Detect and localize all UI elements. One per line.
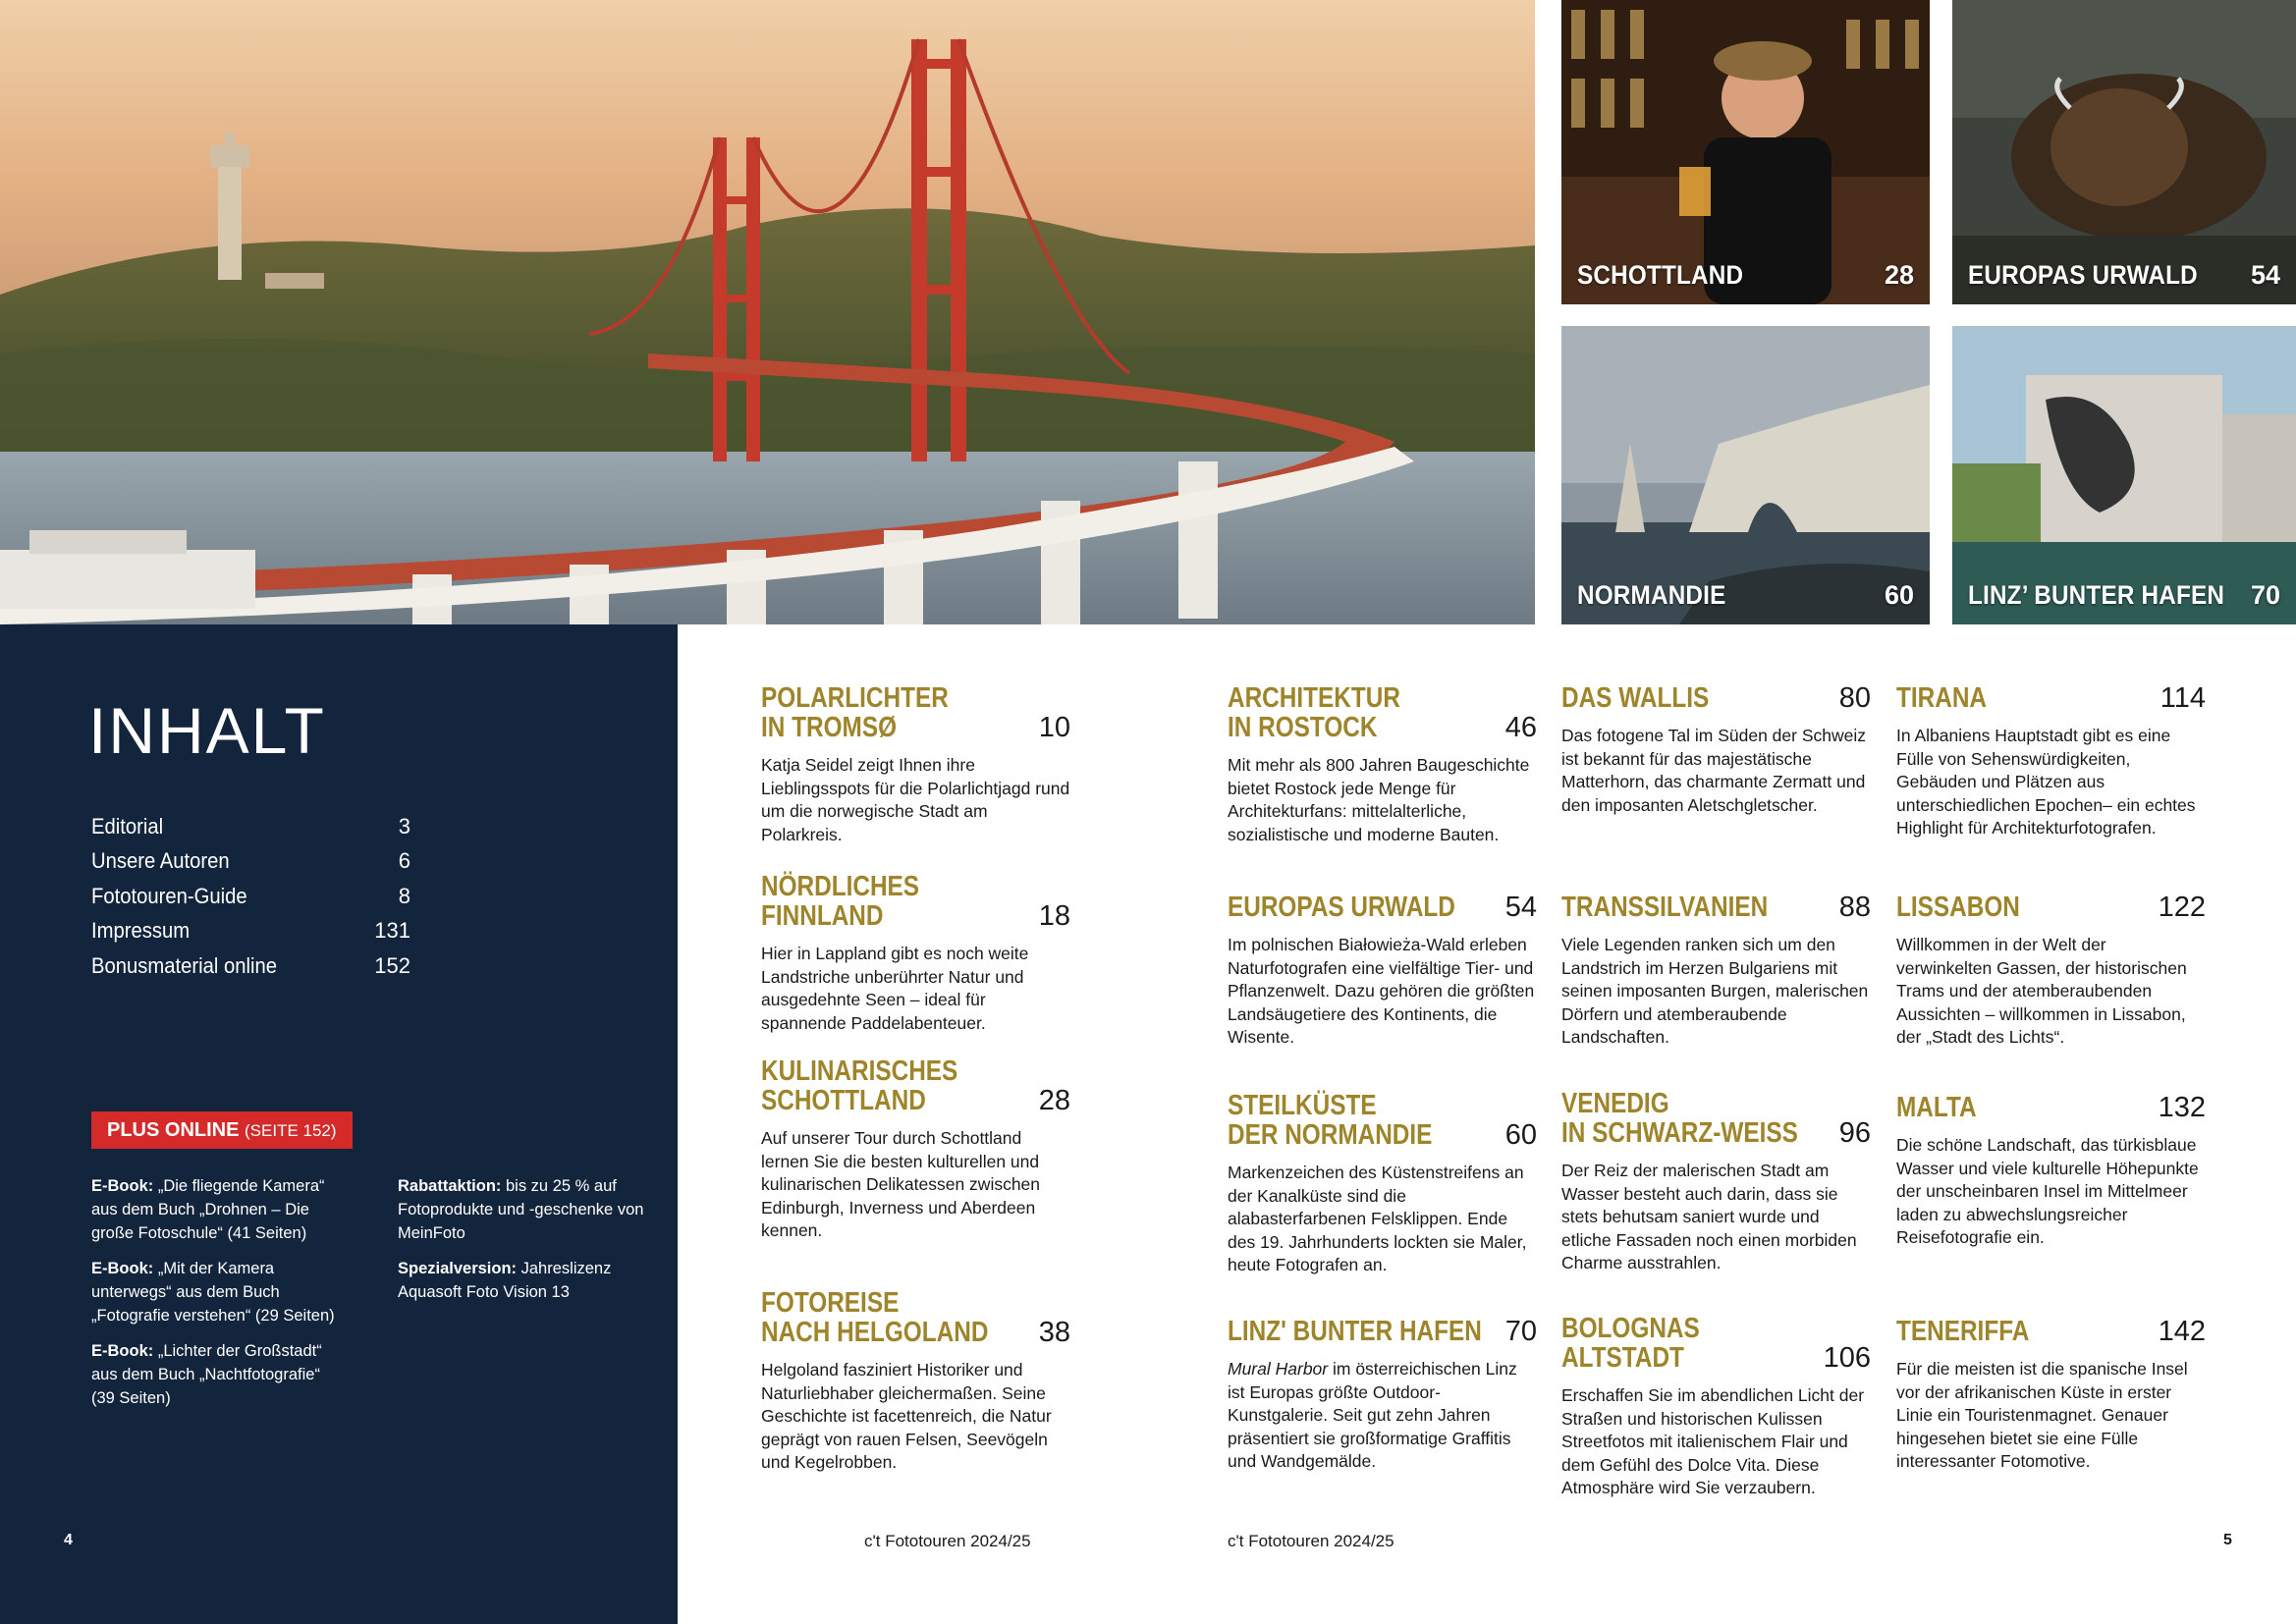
article-page: 38 (1038, 1317, 1070, 1348)
article-teneriffa[interactable] (1896, 1317, 2206, 1474)
footer-magazine-right: c't Fototouren 2024/25 (1228, 1532, 1394, 1550)
article-teaser: In Albaniens Hauptstadt gibt es eine Fülle von Sehenswürdigkeiten, Gebäuden und Plätzen aus unterschiedlichen Epochen– ein echtes Highlight für Architekturfotografen. (1896, 726, 2196, 839)
thumbnail-normandie[interactable] (1561, 326, 1930, 624)
article-teaser: Das fotogene Tal im Süden der Schweiz ist bekannt für das majestätische Matterhorn, das charmante Zermatt und den imposanten Aletschgletscher. (1561, 726, 1866, 815)
thumbnail-title: LINZ’ BUNTER HAFEN (1968, 580, 2225, 610)
thumbnail-page: 70 (2250, 580, 2280, 610)
page-number-left: 4 (64, 1532, 73, 1548)
article-page: 10 (1038, 712, 1070, 743)
article-bologna[interactable] (1561, 1314, 1871, 1500)
article-venedig[interactable] (1561, 1089, 1871, 1275)
article-teaser: Helgoland fasziniert Historiker und Naturliebhaber gleichermaßen. Seine Geschichte ist facettenreich, die Natur geprägt von rauen Felsen, Seevögeln und Kegelrobben. (761, 1360, 1052, 1473)
article-page: 70 (1504, 1316, 1537, 1347)
article-schottland[interactable] (761, 1056, 1070, 1243)
article-urwald[interactable] (1228, 893, 1537, 1050)
article-teaser: Auf unserer Tour durch Schottland lernen Sie die besten kulturellen und kulinarischen Delikatessen zwischen Edinburgh, Inverness und Aberdeen kennen. (761, 1128, 1041, 1241)
article-teaser: Erschaffen Sie im abendlichen Licht der Straßen und historischen Kulissen Streetfotos mit italienischem Flair und dem Gefühl des Dolce Vita. Diese Atmosphäre wird Sie verzaubern. (1561, 1385, 1865, 1498)
thumbnail-europas-urwald[interactable] (1952, 0, 2296, 304)
article-page: 114 (2159, 682, 2206, 714)
article-title: LISSABON 122 (1896, 892, 2206, 923)
toc-item-autoren[interactable] (91, 843, 410, 878)
toc-label: Unsere Autoren (91, 848, 230, 874)
article-malta[interactable] (1896, 1093, 2206, 1250)
toc-label: Bonusmaterial online (91, 952, 278, 978)
hero-illustration (0, 0, 1535, 624)
article-rostock[interactable] (1228, 683, 1537, 846)
toc-list (91, 809, 410, 983)
article-title: STEILKÜSTE DER NORMANDIE 60 (1228, 1090, 1537, 1151)
article-page: 96 (1838, 1117, 1871, 1149)
article-teaser: Markenzeichen des Küstenstreifens an der Kanalküste sind die alabasterfarbenen Felsklippen. Ende des 19. Jahrhunderts lockten sie Maler, heute Fotografen an. (1228, 1163, 1527, 1275)
article-wallis[interactable] (1561, 683, 1871, 817)
bonus-item: E-Book: „Lichter der Großstadt“ aus dem Buch „Nachtfotografie“ (39 Seiten) (91, 1342, 322, 1407)
hero-photo-bridge (0, 0, 1535, 624)
plus-online-badge (91, 1111, 353, 1149)
page-number-right: 5 (2223, 1532, 2232, 1548)
article-page: 60 (1504, 1119, 1537, 1151)
article-page: 106 (1823, 1342, 1871, 1374)
toc-label: Impressum (91, 918, 191, 944)
toc-item-impressum[interactable] (91, 913, 410, 947)
plus-online-label: PLUS ONLINE (107, 1119, 240, 1141)
article-transsilvanien[interactable] (1561, 893, 1871, 1050)
article-title: KULINARISCHES SCHOTTLAND 28 (761, 1056, 1070, 1116)
bison-photo-illustration (1952, 0, 2296, 304)
toc-page: 3 (398, 814, 410, 839)
thumbnail-title: SCHOTTLAND (1577, 260, 1744, 290)
article-teaser: Hier in Lappland gibt es noch weite Landstriche unberührter Natur und ausgedehnte Seen – ideal für spannende Paddelabenteuer. (761, 944, 1029, 1033)
article-page: 18 (1038, 900, 1070, 932)
article-page: 142 (2158, 1316, 2206, 1347)
article-title: FOTOREISE NACH HELGOLAND 38 (761, 1287, 1070, 1348)
bonus-item: E-Book: „Mit der Kamera unterwegs“ aus dem Buch „Fotografie verstehen“ (29 Seiten) (91, 1260, 335, 1325)
article-title: VENEDIG IN SCHWARZ-WEISS 96 (1561, 1088, 1871, 1149)
article-page: 80 (1838, 682, 1871, 714)
article-finnland[interactable] (761, 872, 1070, 1035)
article-title: BOLOGNAS ALTSTADT 106 (1561, 1313, 1871, 1374)
thumbnail-title: NORMANDIE (1577, 580, 1726, 610)
bonus-list-right (398, 1174, 653, 1316)
article-helgoland[interactable] (761, 1288, 1070, 1475)
article-tirana[interactable] (1896, 683, 2206, 840)
plus-online-page: (SEITE 152) (245, 1121, 337, 1140)
contents-title: INHALT (88, 694, 326, 767)
thumbnail-page: 28 (1884, 260, 1914, 290)
bonus-item: E-Book: „Die fliegende Kamera“ aus dem Buch „Drohnen – Die große Fotoschule“ (41 Seiten) (91, 1177, 325, 1242)
article-teaser: Viele Legenden ranken sich um den Landstrich im Herzen Bulgariens mit seinen imposanten Burgen, malerischen Dörfern und atemberaubende Landschaften. (1561, 935, 1869, 1048)
article-title: DAS WALLIS 80 (1561, 682, 1871, 714)
article-polarlichter[interactable] (761, 683, 1070, 846)
article-page: 132 (2158, 1092, 2206, 1123)
thumbnail-title: EUROPAS URWALD (1968, 260, 2198, 290)
footer-magazine-left: c't Fototouren 2024/25 (864, 1532, 1031, 1550)
article-teaser: Der Reiz der malerischen Stadt am Wasser besteht auch darin, dass sie stets behutsam saniert wurde und etliche Fassaden noch einen morbiden Charme ausstrahlen. (1561, 1161, 1857, 1273)
article-title: ARCHITEKTUR IN ROSTOCK 46 (1228, 682, 1537, 743)
article-title: LINZ' BUNTER HAFEN 70 (1228, 1316, 1537, 1347)
article-title: TENERIFFA 142 (1896, 1316, 2206, 1347)
article-title: NÖRDLICHES FINNLAND 18 (761, 871, 1070, 932)
article-title: EUROPAS URWALD 54 (1228, 892, 1537, 923)
article-title: TRANSSILVANIEN 88 (1561, 892, 1871, 923)
toc-item-guide[interactable] (91, 879, 410, 913)
article-teaser: Katja Seidel zeigt Ihnen ihre Lieblingsspots für die Polarlichtjagd rund um die norwegische Stadt am Polarkreis. (761, 755, 1070, 844)
article-teaser: Für die meisten ist die spanische Insel vor der afrikanischen Küste in erster Linie ein Touristenmagnet. Genauer hingesehen bietet sie eine Fülle interessanter Fotomotive. (1896, 1359, 2188, 1472)
article-page: 28 (1038, 1085, 1070, 1116)
article-teaser: Die schöne Landschaft, das türkisblaue Wasser und viele kulturelle Höhepunkte der unscheinbaren Insel im Mittelmeer laden zu abwechslungsreicher Reisefotografie ein. (1896, 1135, 2199, 1248)
article-page: 46 (1504, 712, 1537, 743)
thumbnail-page: 60 (1884, 580, 1914, 610)
toc-item-editorial[interactable] (91, 809, 410, 843)
toc-label: Editorial (91, 814, 164, 839)
article-title: MALTA 132 (1896, 1092, 2206, 1123)
article-title: TIRANA 114 (1896, 682, 2206, 714)
bonus-list-left (91, 1174, 347, 1422)
toc-page: 6 (398, 848, 410, 874)
pub-photo-illustration (1561, 0, 1930, 304)
toc-page: 152 (374, 952, 410, 978)
contents-sidebar (0, 624, 678, 1624)
article-page: 88 (1838, 892, 1871, 923)
toc-page: 131 (374, 918, 410, 944)
article-linz[interactable] (1228, 1317, 1537, 1474)
bonus-item: Rabattaktion: bis zu 25 % auf Fotoprodukte und -geschenke von MeinFoto (398, 1177, 644, 1242)
article-page: 54 (1504, 892, 1537, 923)
article-teaser: Mural Harbor im österreichischen Linz ist Europas größte Outdoor-Kunstgalerie. Seit gut zehn Jahren präsentiert sie großformatige Graffitis und Wandgemälde. (1228, 1359, 1517, 1472)
toc-label: Fototouren-Guide (91, 883, 247, 908)
toc-page: 8 (398, 883, 410, 908)
article-page: 122 (2158, 892, 2206, 923)
thumbnail-page: 54 (2250, 260, 2280, 290)
article-lissabon[interactable] (1896, 893, 2206, 1050)
toc-item-bonus[interactable] (91, 948, 410, 983)
article-teaser: Willkommen in der Welt der verwinkelten Gassen, der historischen Trams und der atemberaubenden Aussichten – willkommen in Lissabon, der „Stadt des Lichts“. (1896, 935, 2187, 1048)
article-normandie[interactable] (1228, 1091, 1537, 1277)
bonus-item: Spezialversion: Jahreslizenz Aquasoft Foto Vision 13 (398, 1260, 612, 1301)
article-title: POLARLICHTER IN TROMSØ 10 (761, 682, 1070, 743)
thumbnail-schottland[interactable] (1561, 0, 1930, 304)
article-teaser: Mit mehr als 800 Jahren Baugeschichte bietet Rostock jede Menge für Architekturfans: mittelalterliche, sozialistische und moderne Bauten. (1228, 755, 1530, 844)
article-teaser: Im polnischen Białowieża-Wald erleben Naturfotografen eine vielfältige Tier- und Pflanzenwelt. Dazu gehören die größten Landsäugetiere des Kontinents, die Wisente. (1228, 935, 1535, 1048)
thumbnail-linz-bunter-hafen[interactable] (1952, 326, 2296, 624)
